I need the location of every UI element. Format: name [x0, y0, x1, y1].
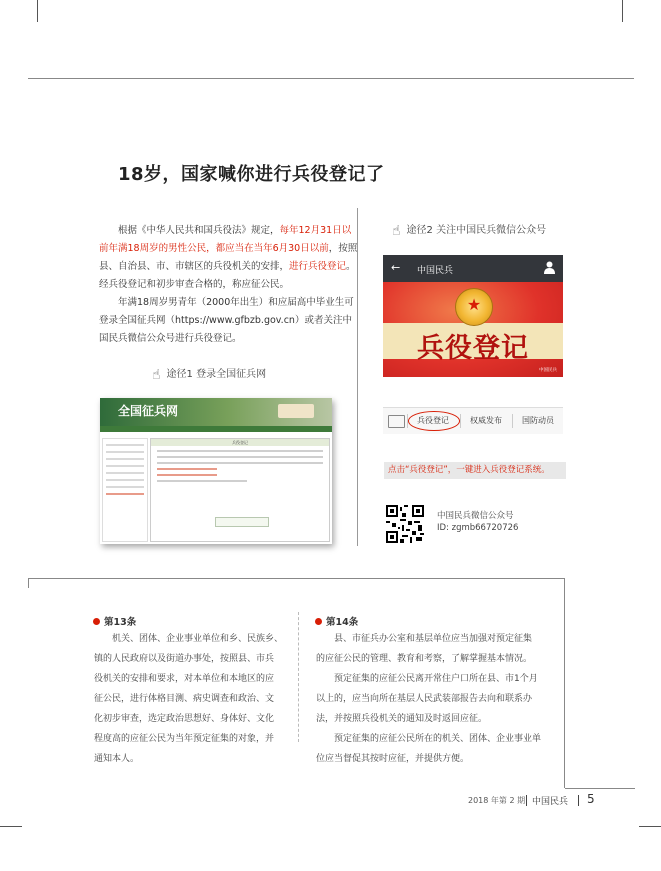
column-separator [298, 612, 300, 742]
article-13-title: 第13条 [104, 617, 137, 628]
intro-highlight: 每年12月31日以前年满18周岁的男性公民，都应当在当年6月30日以前 [99, 225, 352, 254]
intro-text: 。经兵役登记和初步审查合格的，称应征公民。 [99, 261, 356, 290]
article-line: 法，并按照兵役机关的通知及时返回应征。 [316, 714, 488, 724]
wechat-screenshot [383, 255, 563, 434]
sidebar-line [106, 486, 144, 488]
caption-bar: 点击“兵役登记”，一键进入兵役登记系统。 [384, 462, 566, 479]
qr-caption-2: ID: zgmb66720726 [437, 523, 519, 533]
article-line: 县、市征兵办公室和基层单位应当加强对预定征集 [334, 634, 533, 644]
qr-caption-1: 中国民兵微信公众号 [437, 511, 514, 521]
text-line [157, 450, 323, 452]
intro-text: 根据《中华人民共和国兵役法》规定， [118, 225, 280, 236]
article-13-body [94, 629, 294, 769]
article-line: 预定征集的应征公民离开常住户口所在县、市1个月 [334, 674, 538, 684]
article-line: 机关、团体、企业事业单位和乡、民族乡、 [112, 634, 284, 644]
intro-paragraph-1 [99, 222, 359, 294]
website-logo: 全国征兵网 [118, 404, 179, 418]
article-line: 化初步审查，选定政治思想好、身体好、文化 [94, 714, 275, 724]
hero-text: 兵役登记 [417, 333, 529, 364]
intro-text: ，按照县、自治县、市、市辖区的兵役机关的安排， [99, 243, 358, 272]
footer-separator [526, 795, 527, 806]
wechat-header [383, 255, 563, 282]
page-number: 5 [587, 792, 595, 806]
way2-label [392, 221, 546, 239]
article-line: 镇的人民政府以及街道办事处，按照县、市兵 [94, 654, 275, 664]
text-line [157, 456, 323, 458]
article-line: 的应征公民的管理、教育和考察，了解掌握基本情况。 [316, 654, 533, 664]
article-line: 位应当督促其按时应征，并提供方便。 [316, 754, 470, 764]
text-line [157, 480, 247, 482]
intro-highlight: 进行兵役登记 [289, 261, 347, 272]
intro-paragraph-2 [99, 294, 359, 348]
crop-mark [622, 0, 623, 22]
top-rule [28, 78, 634, 79]
way1-text: 途径1 登录全国征兵网 [166, 369, 267, 380]
sidebar-line [106, 472, 144, 474]
back-arrow-icon: ← [391, 261, 401, 274]
crop-mark [639, 826, 661, 827]
sidebar-line [106, 493, 144, 495]
highlight-circle [408, 411, 460, 431]
menu-item-mobilization: 国防动员 [522, 416, 554, 425]
way1-label [152, 365, 266, 383]
article-14-body [316, 629, 561, 769]
pointing-hand-icon: ☝ [392, 223, 401, 239]
page-title: 18岁，国家喊你进行兵役登记了 [118, 164, 385, 185]
wechat-menu [383, 407, 563, 434]
sidebar-line [106, 458, 144, 460]
article-line: 预定征集的应征公民所在的机关、团体、企业事业单 [334, 734, 542, 744]
website-section-title: 兵役登记 [151, 439, 329, 446]
website-register-button [215, 517, 269, 527]
sidebar-line [106, 451, 144, 453]
magazine-name: 中国民兵 [532, 797, 569, 807]
website-sidebar [102, 438, 148, 542]
sidebar-line [106, 444, 144, 446]
website-badge [278, 404, 314, 418]
article-line: 以上的，应当向所在基层人民武装部报告去向和联系办 [316, 694, 533, 704]
website-main [150, 438, 330, 542]
national-emblem-icon: ★ [455, 288, 493, 326]
crop-mark [37, 0, 38, 22]
website-nav [100, 426, 332, 432]
bullet-icon [93, 618, 100, 625]
box-rule [565, 788, 635, 789]
person-icon [544, 261, 555, 274]
website-screenshot [100, 398, 332, 544]
column-divider [357, 208, 358, 546]
keyboard-icon [388, 415, 405, 428]
sidebar-line [106, 465, 144, 467]
text-line-red [157, 468, 217, 470]
wechat-title: 中国民兵 [417, 266, 454, 276]
crop-mark [0, 826, 22, 827]
text-line-red [157, 474, 217, 476]
menu-item-news: 权威发布 [470, 416, 502, 425]
article-line: 征公民，进行体格目测、病史调查和政治、文 [94, 694, 275, 704]
watermark: 中国民兵 [539, 368, 557, 373]
article-14-title: 第14条 [326, 617, 359, 628]
article-13-heading [93, 614, 136, 628]
footer-separator [578, 795, 579, 806]
issue-label: 2018 年第 2 期 [468, 796, 526, 805]
bullet-icon [315, 618, 322, 625]
article-14-heading [315, 614, 358, 628]
article-line: 通知本人。 [94, 754, 140, 764]
hero-banner [383, 282, 563, 377]
text-line [157, 462, 323, 464]
intro-text: 年满18周岁男青年（2000年出生）和应届高中毕业生可登录全国征兵网（https://www.gfbzb.gov.cn）或者关注中国民兵微信公众号进行兵役登记。 [99, 297, 354, 344]
article-line: 程度高的应征公民为当年预定征集的对象，并 [94, 734, 275, 744]
box-rule [28, 578, 29, 588]
article-line: 役机关的安排和要求，对本单位和本地区的应 [94, 674, 275, 684]
box-rule [564, 578, 565, 788]
box-rule [28, 578, 564, 579]
sidebar-line [106, 479, 144, 481]
qr-code-icon [386, 505, 424, 543]
way2-text: 途径2 关注中国民兵微信公众号 [406, 225, 547, 236]
website-banner [100, 398, 332, 426]
pointing-hand-icon: ☝ [152, 367, 161, 383]
menu-item-register: 兵役登记 [417, 416, 449, 425]
